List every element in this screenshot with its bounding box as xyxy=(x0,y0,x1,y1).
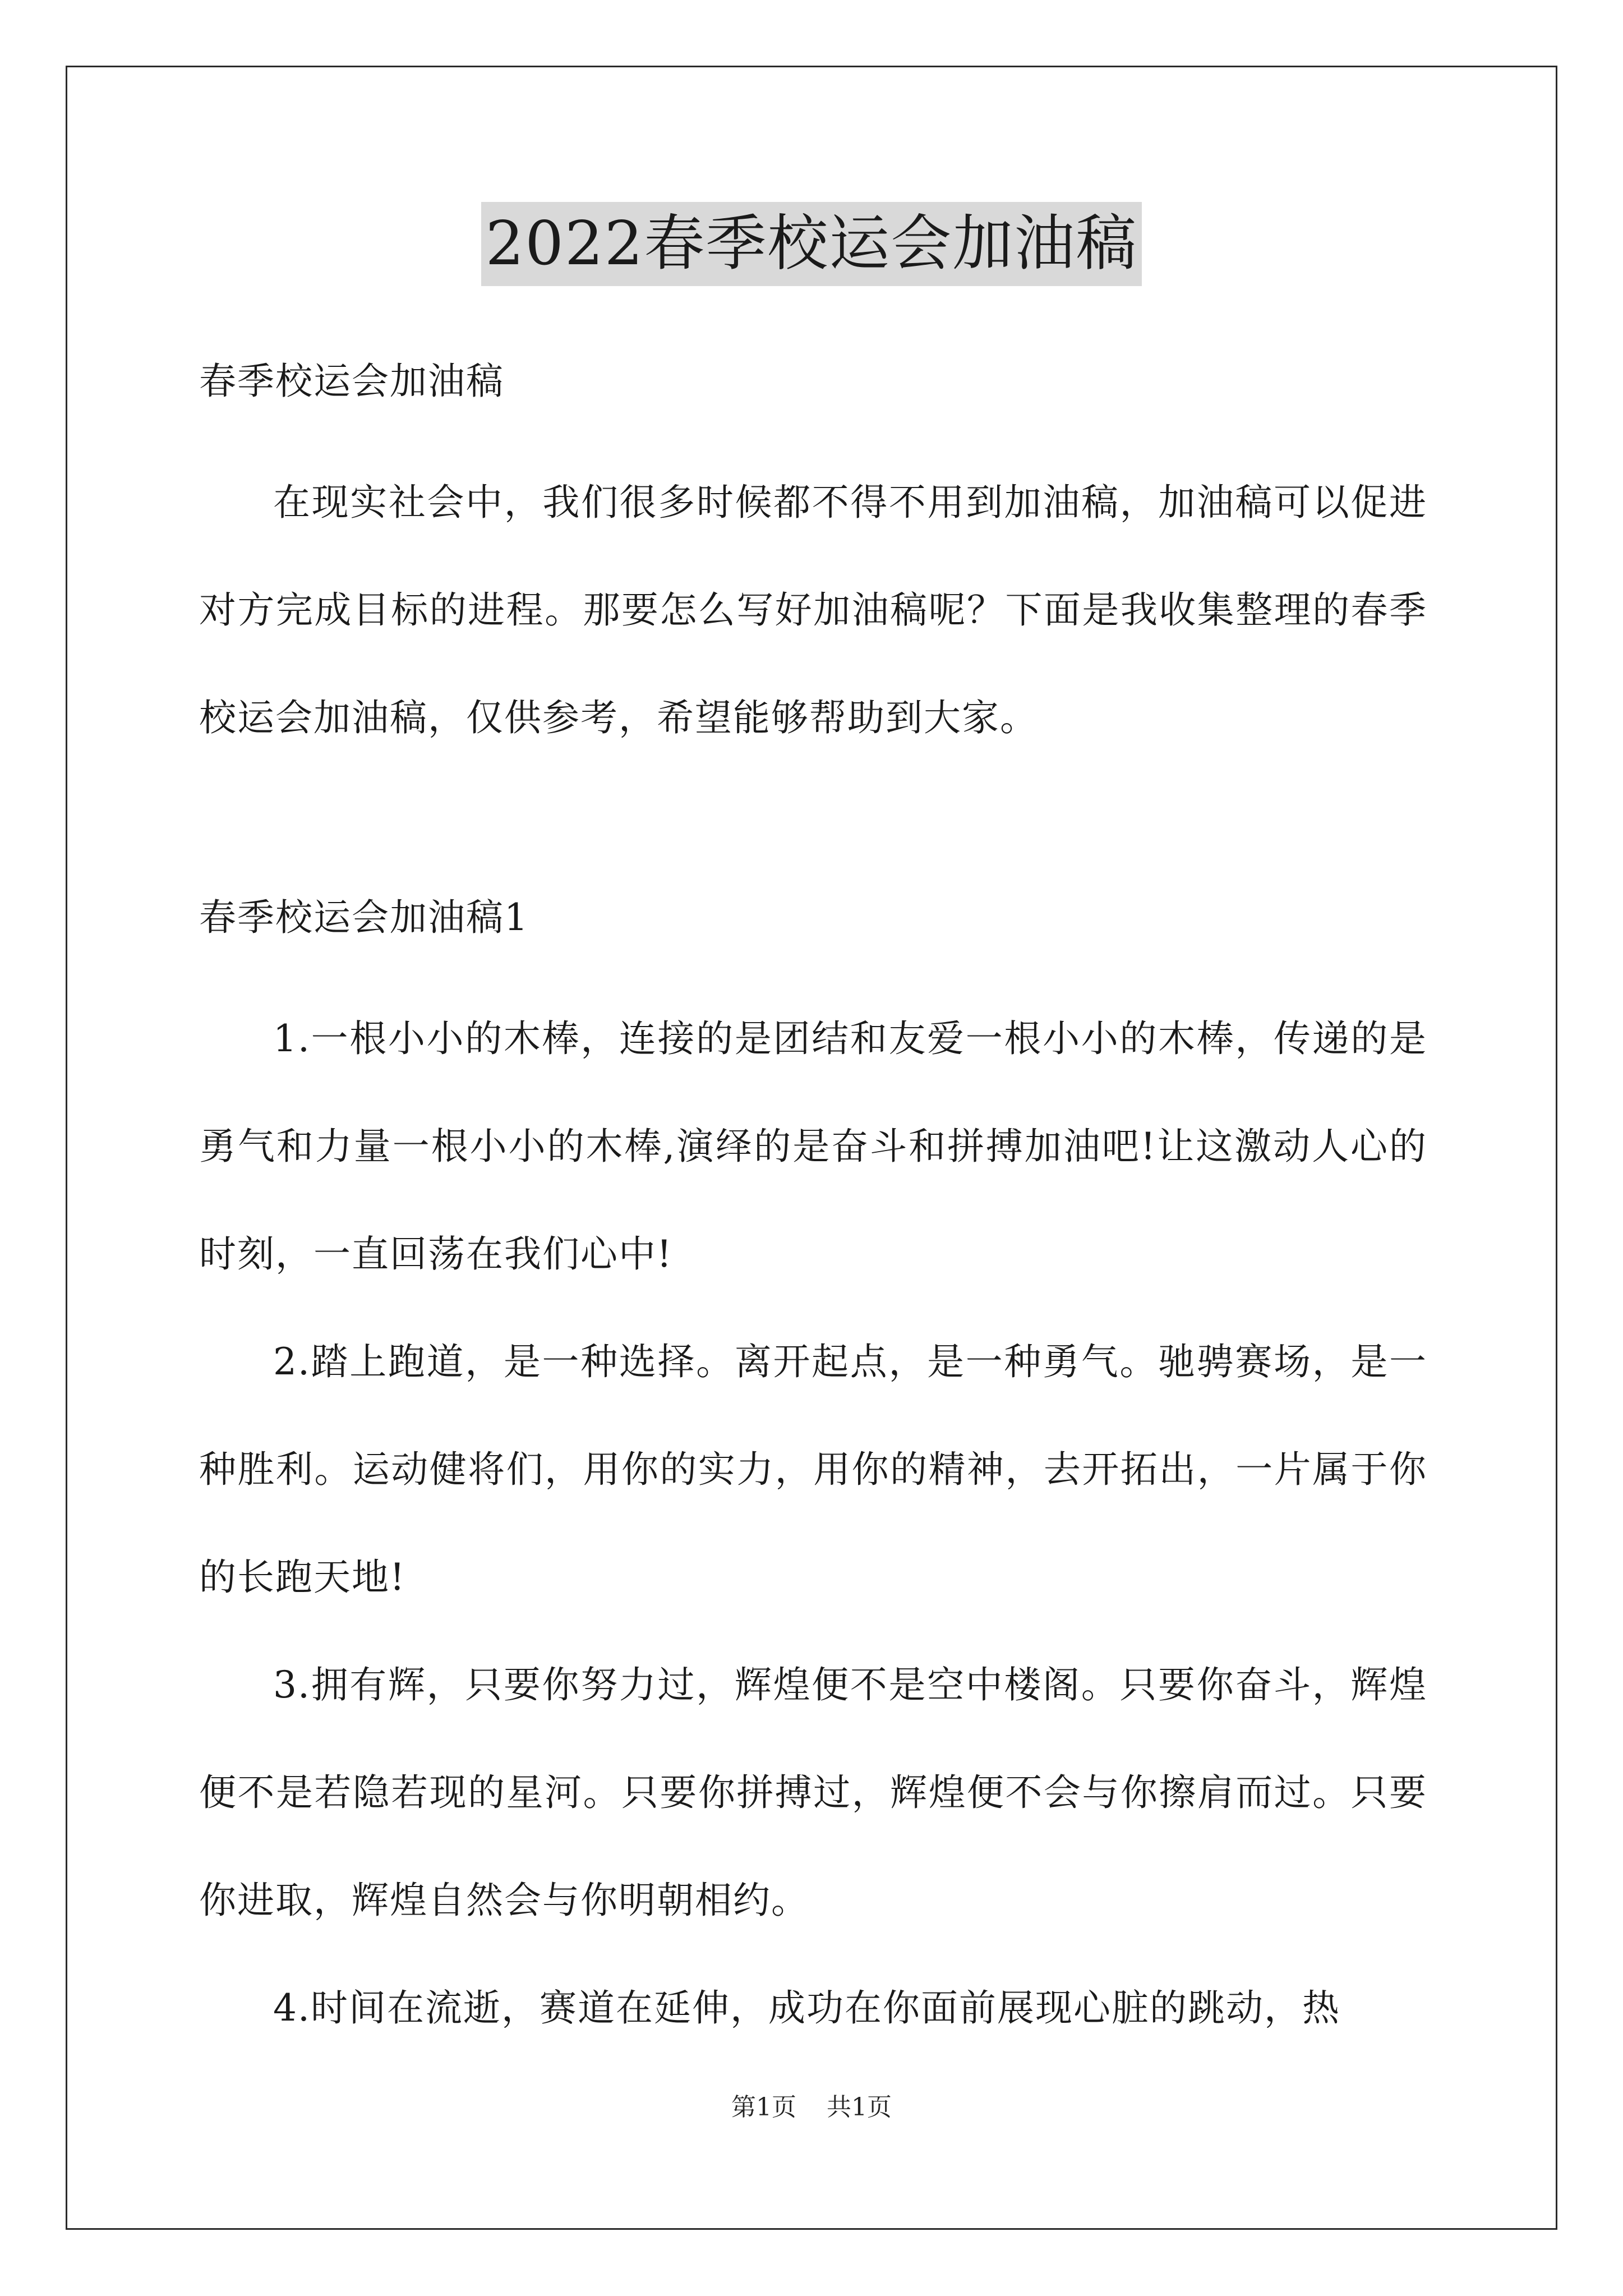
page-number-total: 共1页 xyxy=(827,2093,892,2122)
list-item: 2.踏上跑道，是一种选择。离开起点，是一种勇气。驰骋赛场，是一种胜利。运动健将们，用你的实力，用你的精神，去开拓出，一片属于你的长跑天地! xyxy=(199,1340,1427,1599)
intro-paragraph: 在现实社会中，我们很多时候都不得不用到加油稿，加油稿可以促进对方完成目标的进程。那要怎么写好加油稿呢？下面是我收集整理的春季校运会加油稿，仅供参考，希望能够帮助到大家。 xyxy=(199,481,1427,739)
list-item: 4.时间在流逝，赛道在延伸，成功在你面前展现心脏的跳动，热 xyxy=(273,1986,1340,2030)
page-footer xyxy=(0,2087,1623,2123)
title-container xyxy=(0,202,1623,286)
list-item: 3.拥有辉，只要你努力过，辉煌便不是空中楼阁。只要你奋斗，辉煌便不是若隐若现的星河。只要你拼搏过，辉煌便不会与你擦肩而过。只要你进取，辉煌自然会与你明朝相约。 xyxy=(199,1663,1427,1922)
document-title: 2022春季校运会加油稿 xyxy=(481,202,1142,286)
document-subtitle: 春季校运会加油稿 xyxy=(199,360,504,403)
page-number-current: 第1页 xyxy=(731,2093,796,2122)
list-item: 1.一根小小的木棒，连接的是团结和友爱一根小小的木棒，传递的是勇气和力量一根小小的木棒,演绎的是奋斗和拼搏加油吧!让这激动人心的时刻，一直回荡在我们心中! xyxy=(199,1017,1427,1276)
document-body xyxy=(199,348,1427,2062)
section-heading: 春季校运会加油稿1 xyxy=(199,896,529,939)
